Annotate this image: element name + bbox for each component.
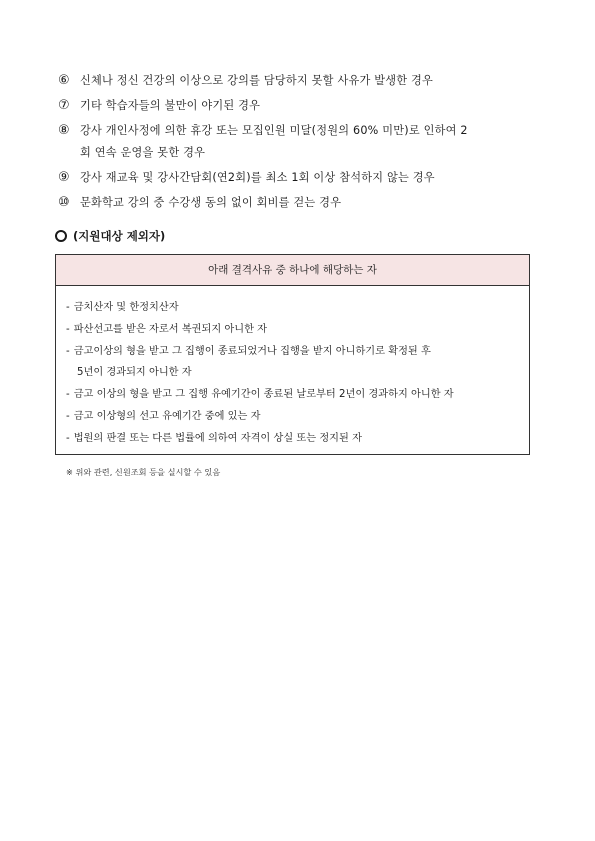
item-text-wrapper <box>80 122 548 161</box>
item-text: 강사 재교육 및 강사간담회(연2회)를 최소 1회 이상 참석하지 않는 경우 <box>80 171 435 184</box>
list-item-text: 금치산자 및 한정치산자 <box>73 302 179 313</box>
list-item-text: 금고 이상형의 선고 유예기간 중에 있는 자 <box>73 411 261 422</box>
list-item-text: 금고 이상의 형을 받고 그 집행 유예기간이 종료된 날로부터 2년이 경과하지 아니한 자 <box>73 389 454 400</box>
item-8 <box>58 122 548 161</box>
list-item-text: 파산선고를 받은 자로서 복권되지 아니한 자 <box>73 324 268 335</box>
item-9 <box>58 169 548 186</box>
list-item: - 금고 이상의 형을 받고 그 집행 유예기간이 종료된 날로부터 2년이 경과하지 아니한 자 <box>66 389 454 400</box>
list-item: - 금고이상의 형을 받고 그 집행이 종료되었거나 집행을 받지 아니하기로 확정된 후 5년이 경과되지 아니한 자 <box>66 344 529 381</box>
item-number: ⑧ <box>58 123 70 138</box>
exclusion-list <box>56 286 529 447</box>
item-number: ⑦ <box>58 98 70 113</box>
disqualification-items <box>58 72 548 219</box>
item-text-continuation: 회 연속 운영을 못한 경우 <box>80 146 206 159</box>
item-7 <box>58 97 548 114</box>
box-header: 아래 결격사유 중 하나에 해당하는 자 <box>56 255 529 286</box>
list-item-continuation: 5년이 경과되지 아니한 자 <box>77 367 192 378</box>
item-text: 기타 학습자들의 불만이 야기된 경우 <box>80 99 261 112</box>
list-item: - 파산선고를 받은 자로서 복권되지 아니한 자 <box>66 324 268 335</box>
list-item: - 금치산자 및 한정치산자 <box>66 302 179 313</box>
section-title: (지원대상 제외자) <box>73 229 166 243</box>
item-10 <box>58 194 548 211</box>
item-text: 강사 개인사정에 의한 휴강 또는 모집인원 미달(정원의 60% 미만)로 인하여 2 <box>80 124 468 137</box>
section-heading <box>53 228 165 244</box>
item-number: ⑨ <box>58 170 70 185</box>
item-text: 신체나 정신 건강의 이상으로 강의를 담당하지 못할 사유가 발생한 경우 <box>80 74 434 87</box>
item-6 <box>58 72 548 89</box>
footnote: ※ 위와 관련, 신원조회 등을 실시할 수 있음 <box>66 467 221 477</box>
list-item-text: 법원의 판결 또는 다른 법률에 의하여 자격이 상실 또는 정지된 자 <box>73 433 362 444</box>
exclusion-criteria-box <box>55 254 530 455</box>
list-item-text: 금고이상의 형을 받고 그 집행이 종료되었거나 집행을 받지 아니하기로 확정된 후 <box>73 346 431 357</box>
item-number: ⑥ <box>58 73 70 88</box>
item-number: ⑩ <box>58 195 70 210</box>
list-item: - 금고 이상형의 선고 유예기간 중에 있는 자 <box>66 411 261 422</box>
list-item: - 법원의 판결 또는 다른 법률에 의하여 자격이 상실 또는 정지된 자 <box>66 433 362 444</box>
circle-bullet-icon <box>55 230 67 242</box>
item-text: 문화학교 강의 중 수강생 동의 없이 회비를 걷는 경우 <box>80 196 342 209</box>
